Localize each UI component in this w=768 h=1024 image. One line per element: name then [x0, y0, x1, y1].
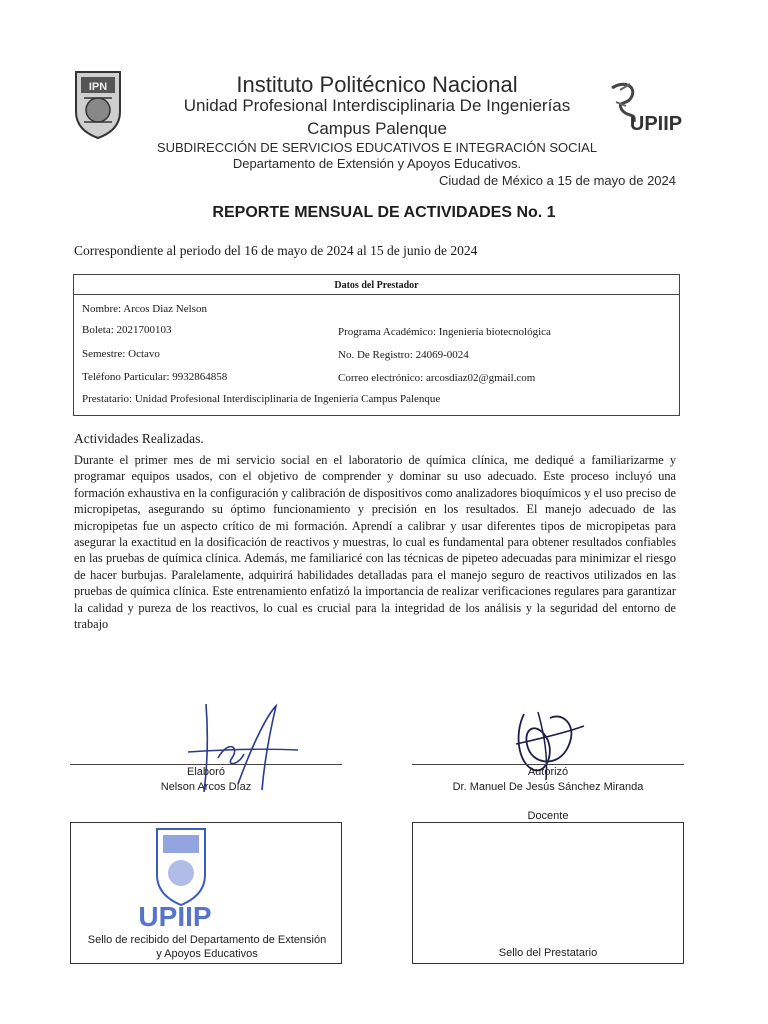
- right-signature-name: Dr. Manuel De Jesús Sánchez Miranda: [452, 781, 644, 793]
- stamp-text: UPIIP: [138, 901, 212, 932]
- left-signature-role: Elaboró: [187, 766, 225, 778]
- provider-boleta: Boleta: 2021700103: [82, 324, 172, 336]
- unit-name: Unidad Profesional Interdisciplinaria De Ingenierías: [183, 96, 571, 115]
- activities-title: Actividades Realizadas.: [74, 431, 204, 446]
- provider-stamp-box: [412, 822, 684, 964]
- department-stamp-label: Sello de recibido del Departamento de Extensión y Apoyos Educativos: [87, 934, 327, 960]
- provider-stamp-label: Sello del Prestatario: [498, 947, 598, 959]
- provider-phone: Teléfono Particular: 9932864858: [82, 371, 228, 383]
- report-period: Correspondiente al periodo del 16 de mayo de 2024 al 15 de junio de 2024: [74, 243, 478, 258]
- institute-title: Instituto Politécnico Nacional: [236, 72, 518, 97]
- provider-email: Correo electrónico: arcosdiaz02@gmail.com: [338, 372, 536, 384]
- provider-registry: No. De Registro: 24069-0024: [338, 349, 469, 361]
- right-signature-role: Autorizó: [527, 766, 569, 778]
- campus-name: Campus Palenque: [307, 119, 447, 138]
- report-title: REPORTE MENSUAL DE ACTIVIDADES No. 1: [212, 204, 556, 221]
- left-signature-line: [70, 764, 342, 765]
- right-signature-line: [412, 764, 684, 765]
- activities-body: Durante el primer mes de mi servicio social en el laboratorio de química clínica, me dediqué a familiarizarme y programar equipos usados, con el objetivo de comprender y dominar su uso adecuado. Este proceso incluyó una formación exhaustiva en la configuración y calibración de dispositivos como analizadores bioquímicos y el uso preciso de micropipetas, asegurando su óptimo funcionamiento y precisión en los resultados. El manejo adecuado de las micropipetas fue un aspecto crítico de mi formación. Aprendí a calibrar y usar diferentes tipos de micropipetas para asegurar la exactitud en la dosificación de reactivos y muestras, lo cual es fundamental para obtener resultados confiables en las pruebas de química clínica. Además, me familiaricé con las técnicas de pipeteo adecuadas para minimizar el riesgo de hacer burbujas. Paralelamente, adquirirá habilidades detalladas para el manejo seguro de reactivos utilizados en las pruebas de química clínica. Este entrenamiento enfatizó la importancia de realizar verificaciones regulares para garantizar la calidad y pureza de los reactivos, lo cual es crucial para la integridad de los análisis y la seguridad del entorno de trabajo: [74, 453, 676, 632]
- provider-data-box: [73, 274, 680, 416]
- provider-data-heading: Datos del Prestador: [334, 280, 419, 291]
- date-line: Ciudad de México a 15 de mayo de 2024: [438, 173, 676, 188]
- department-name: Departamento de Extensión y Apoyos Educativos.: [232, 156, 522, 171]
- stamp-logo: [151, 827, 211, 907]
- left-signature-name: Nelson Arcos Díaz: [160, 781, 252, 793]
- department-stamp-box: [70, 822, 342, 964]
- ipn-logo: [70, 68, 126, 140]
- provider-semester: Semestre: Octavo: [82, 348, 160, 360]
- ipn-logo-text: IPN: [88, 81, 108, 93]
- provider-data-divider: [74, 294, 679, 295]
- provider-name: Nombre: Arcos Diaz Nelson: [82, 303, 207, 315]
- provider-organization: Prestatario: Unidad Profesional Interdisciplinaria de Ingeniería Campus Palenque: [82, 393, 441, 405]
- provider-program: Programa Académico: Ingeniería biotecnológica: [338, 326, 551, 338]
- upiip-logo-text: UPIIP: [629, 113, 682, 135]
- right-signature-position: Docente: [527, 810, 569, 822]
- subdirection-name: SUBDIRECCIÓN DE SERVICIOS EDUCATIVOS E INTEGRACIÓN SOCIAL: [156, 140, 598, 155]
- upiip-logo: [602, 80, 682, 138]
